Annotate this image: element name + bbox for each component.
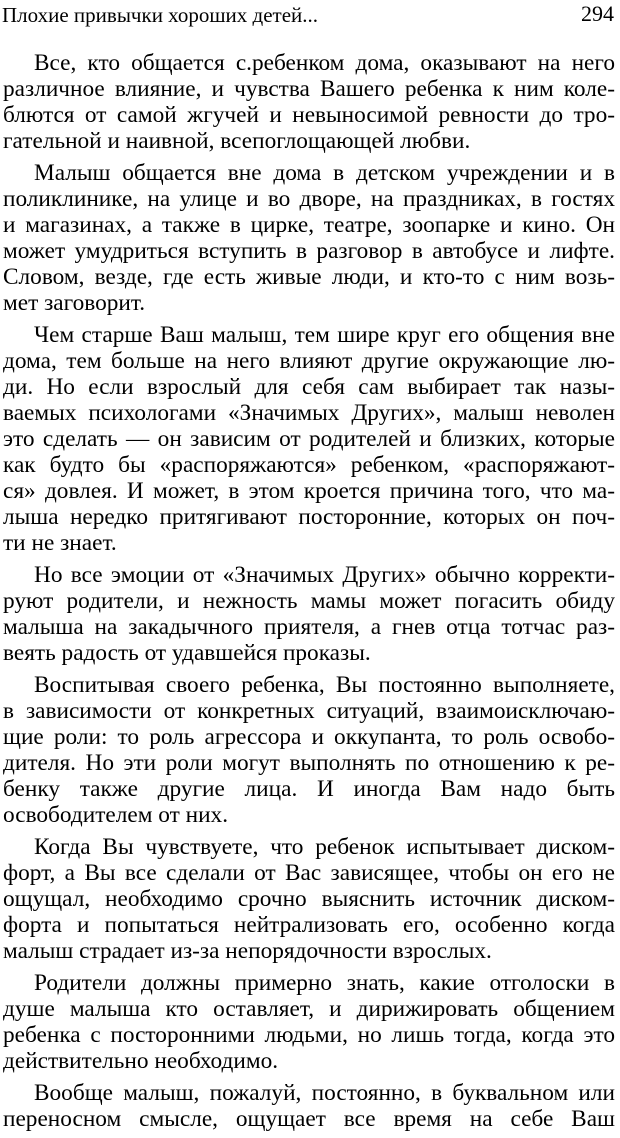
text-line: различное влияние, и чувства Вашего ребенка к ним коле- <box>3 76 615 102</box>
paragraph <box>3 834 615 964</box>
text-line: форта и попытаться нейтрализовать его, особенно когда <box>3 912 615 938</box>
running-title: Плохие привычки хороших детей... <box>2 3 319 27</box>
paragraph <box>3 322 615 556</box>
paragraph <box>3 970 615 1074</box>
text-line: лыша нередко притягивают посторонние, которых он поч- <box>3 504 615 530</box>
text-line: это сделать — он зависим от родителей и близких, которые <box>3 426 615 452</box>
paragraph <box>3 50 615 154</box>
paragraph <box>3 1080 615 1132</box>
text-line: бенку также другие лица. И иногда Вам надо быть <box>3 776 615 802</box>
text-line: ти не знает. <box>3 530 117 556</box>
text-line: ди. Но если взрослый для себя сам выбирает так назы- <box>3 374 615 400</box>
text-body <box>3 50 615 1138</box>
page-number: 294 <box>581 1 614 26</box>
text-line: в зависимости от конкретных ситуаций, взаимоисключаю- <box>3 698 615 724</box>
text-line: поликлинике, на улице и во дворе, на праздниках, в гостях <box>3 186 615 212</box>
text-line: действительно необходимо. <box>3 1048 279 1074</box>
text-line: Родители должны примерно знать, какие отголоски в <box>34 970 615 996</box>
text-line: Чем старше Ваш малыш, тем шире круг его общения вне <box>34 322 615 348</box>
text-line: переносном смысле, ощущает все время на себе Ваш <box>3 1106 615 1132</box>
text-line: веять радость от удавшейся проказы. <box>3 640 371 666</box>
text-line: щие роли: то роль агрессора и оккупанта, то роль освобо- <box>3 724 615 750</box>
text-line: ваемых психологами «Значимых Других», малыш неволен <box>3 400 615 426</box>
text-line: Словом, везде, где есть живые люди, и кто-то с ним возь- <box>3 264 615 290</box>
text-line: Воспитывая своего ребенка, Вы постоянно выполняете, <box>34 672 615 698</box>
text-line: дителя. Но эти роли могут выполнять по отношению к ре- <box>3 750 615 776</box>
text-line: руют родители, и нежность мамы может погасить обиду <box>3 588 615 614</box>
text-line: Когда Вы чувствуете, что ребенок испытывает диском- <box>34 834 615 860</box>
text-line: и магазинах, а также в цирке, театре, зоопарке и кино. Он <box>3 212 615 238</box>
text-line: мет заговорит. <box>3 290 146 316</box>
text-line: Вообще малыш, пожалуй, постоянно, в буквальном или <box>34 1080 615 1106</box>
text-line: может умудриться вступить в разговор в автобусе и лифте. <box>3 238 615 264</box>
paragraph <box>3 160 615 316</box>
text-line: форт, а Вы все сделали от Вас зависящее, чтобы он его не <box>3 860 615 886</box>
text-line: блются от самой жгучей и невыносимой ревности до тро- <box>3 102 615 128</box>
text-line: Малыш общается вне дома в детском учреждении и в <box>34 160 615 186</box>
paragraph <box>3 562 615 666</box>
text-line: дома, тем больше на него влияют другие окружающие лю- <box>3 348 615 374</box>
text-line: малыша на закадычного приятеля, а гнев отца тотчас раз- <box>3 614 615 640</box>
text-line: ощущал, необходимо срочно выяснить источник диском- <box>3 886 615 912</box>
text-line: Но все эмоции от «Значимых Других» обычно корректи- <box>34 562 615 588</box>
text-line: гательной и наивной, всепоглощающей любви. <box>3 128 471 154</box>
text-line: освободителем от них. <box>3 802 229 828</box>
paragraph <box>3 672 615 828</box>
text-line: ребенка с посторонними людьми, но лишь тогда, когда это <box>3 1022 615 1048</box>
text-line: Все, кто общается с.ребенком дома, оказывают на него <box>34 50 615 76</box>
text-line: ся» довлея. И может, в этом кроется причина того, что ма- <box>3 478 615 504</box>
text-line: малыш страдает из-за непорядочности взрослых. <box>3 938 492 964</box>
text-line: душе малыша кто оставляет, и дирижировать общением <box>3 996 615 1022</box>
text-line: как будто бы «распоряжаются» ребенком, «распоряжают- <box>3 452 615 478</box>
page-header <box>2 0 614 32</box>
